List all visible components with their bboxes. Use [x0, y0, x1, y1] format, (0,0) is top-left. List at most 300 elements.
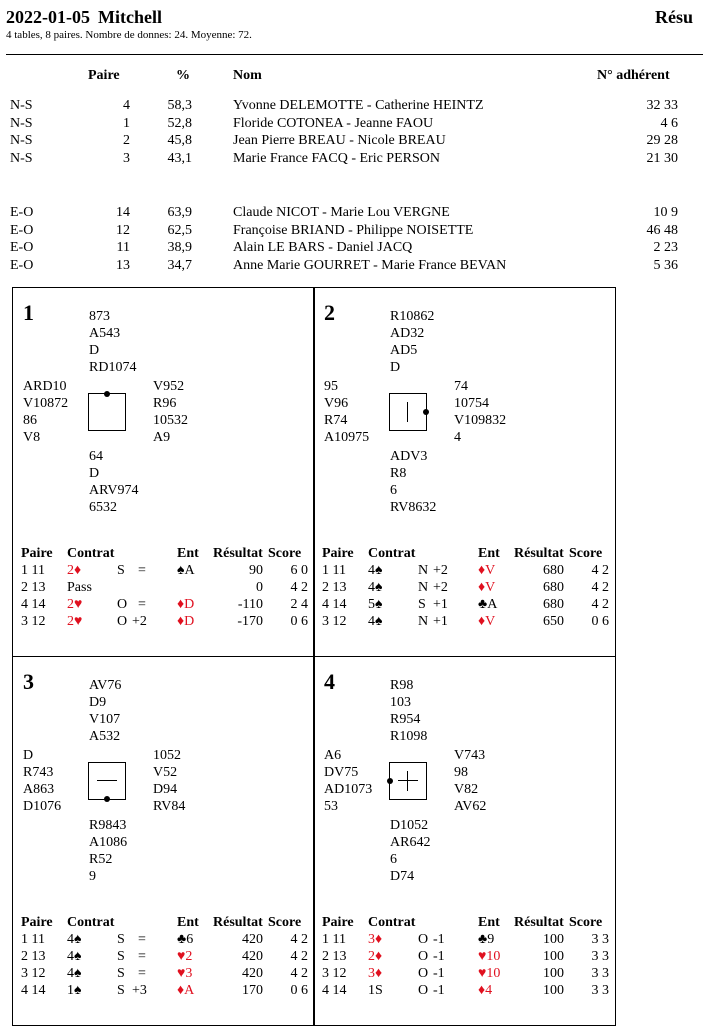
suit-holding: AV62 — [454, 799, 487, 814]
score: 4 2 — [290, 932, 308, 947]
col-header-pair: Paire — [88, 68, 120, 83]
ranking-row — [0, 151, 703, 168]
result-value: 100 — [543, 966, 564, 981]
hand-east — [153, 378, 188, 446]
direction: N-S — [10, 133, 33, 148]
pairs: 4 14 — [21, 597, 46, 612]
ranking-row — [0, 240, 703, 257]
suit-holding: V52 — [153, 765, 178, 780]
header-contract: Contrat — [368, 546, 416, 561]
score: 4 2 — [290, 949, 308, 964]
hand-west — [23, 747, 61, 815]
declarer: O — [418, 932, 429, 947]
header-lead: Ent — [478, 546, 500, 561]
suit-holding: 6 — [390, 852, 397, 867]
opening-lead: ♥10 — [478, 966, 501, 981]
contract: 4♠ — [368, 614, 383, 629]
pairs: 3 12 — [322, 966, 347, 981]
opening-lead: ♣6 — [177, 932, 194, 947]
opening-lead: ♣A — [478, 597, 498, 612]
contract: 1♠ — [67, 983, 82, 998]
suit-holding: D — [23, 748, 34, 763]
result-value: -170 — [237, 614, 263, 629]
board-number: 3 — [23, 669, 34, 694]
ranking-row — [0, 223, 703, 240]
dealer-compass — [88, 762, 126, 800]
tricks: = — [138, 966, 146, 981]
contract: 1S — [368, 983, 383, 998]
result-value: 680 — [543, 580, 564, 595]
opening-lead: ♥10 — [478, 949, 501, 964]
result-row — [314, 983, 617, 1000]
event-summary: 4 tables, 8 paires. Nombre de donnes: 24. Moyenne: 72. — [6, 29, 252, 41]
suit-holding: AD1073 — [324, 782, 373, 797]
declarer: S — [117, 983, 125, 998]
suit-holding: 95 — [324, 379, 338, 394]
pairs: 1 11 — [322, 563, 346, 578]
board-number: 4 — [324, 669, 335, 694]
vulnerability-line — [407, 402, 408, 422]
board-4 — [313, 656, 616, 1026]
hand-north — [89, 308, 136, 376]
opening-lead: ♥2 — [177, 949, 193, 964]
result-value: 650 — [543, 614, 564, 629]
suit-holding: 10532 — [153, 413, 188, 428]
suit-holding: A6 — [324, 748, 342, 763]
direction: E-O — [10, 257, 34, 273]
suit-holding: 86 — [23, 413, 37, 428]
pair-number: 1 — [123, 115, 130, 131]
declarer: N — [418, 580, 429, 595]
header-lead: Ent — [177, 546, 199, 561]
contract: 4♠ — [368, 580, 383, 595]
pair-number: 11 — [116, 240, 130, 255]
tricks: -1 — [433, 983, 445, 998]
result-row — [314, 580, 617, 597]
col-header-pct: % — [176, 68, 190, 83]
result-value: -110 — [237, 597, 263, 612]
direction: N-S — [10, 115, 33, 131]
contract: 4♠ — [368, 563, 383, 578]
tricks: -1 — [433, 949, 445, 964]
pairs: 1 11 — [322, 932, 346, 947]
declarer: O — [117, 614, 128, 629]
member-numbers: 46 48 — [646, 222, 678, 238]
direction: N-S — [10, 150, 33, 166]
tricks: = — [138, 932, 146, 947]
vulnerability-line — [97, 780, 117, 781]
suit-holding: V10872 — [23, 396, 69, 411]
hand-south — [89, 448, 138, 516]
suit-holding: A9 — [153, 430, 171, 445]
results-header — [314, 915, 617, 932]
direction: N-S — [10, 98, 33, 113]
result-row — [13, 983, 316, 1000]
suit-holding: D9 — [89, 695, 107, 710]
suit-holding: 6 — [390, 483, 397, 498]
dealer-dot — [104, 796, 110, 802]
header-score: Score — [268, 546, 302, 561]
header-result: Résultat — [514, 546, 564, 561]
opening-lead: ♦V — [478, 614, 496, 629]
percentage: 58,3 — [167, 98, 192, 113]
result-row — [314, 932, 617, 949]
header-pair: Paire — [21, 546, 53, 561]
tricks: +2 — [433, 580, 448, 595]
tricks: = — [138, 563, 146, 578]
header-lead: Ent — [478, 915, 500, 930]
header-lead: Ent — [177, 915, 199, 930]
score: 4 2 — [591, 580, 609, 595]
suit-holding: R9843 — [89, 818, 127, 833]
result-value: 420 — [242, 932, 263, 947]
suit-holding: A543 — [89, 326, 121, 341]
pair-number: 4 — [123, 98, 130, 113]
suit-holding: R10862 — [390, 309, 435, 324]
member-numbers: 2 23 — [653, 240, 678, 255]
suit-holding: AD32 — [390, 326, 425, 341]
suit-holding: V109832 — [454, 413, 507, 428]
suit-holding: 6532 — [89, 500, 117, 515]
suit-holding: RV8632 — [390, 500, 437, 515]
score: 4 2 — [290, 580, 308, 595]
suit-holding: ARD10 — [23, 379, 67, 394]
dealer-compass — [389, 393, 427, 431]
result-value: 0 — [256, 580, 263, 595]
event-name: Mitchell — [98, 7, 162, 27]
player-names: Françoise BRIAND - Philippe NOISETTE — [233, 222, 474, 238]
pairs: 2 13 — [21, 949, 46, 964]
suit-holding: D1052 — [390, 818, 429, 833]
result-row — [13, 966, 316, 983]
result-value: 100 — [543, 983, 564, 998]
declarer: O — [418, 966, 429, 981]
pair-number: 14 — [116, 205, 130, 220]
direction: E-O — [10, 222, 34, 238]
suit-holding: 53 — [324, 799, 338, 814]
pairs: 4 14 — [21, 983, 46, 998]
suit-holding: 9 — [89, 869, 96, 884]
suit-holding: R954 — [390, 712, 421, 727]
suit-holding: D — [89, 466, 100, 481]
ranking-row — [0, 133, 703, 150]
contract: Pass — [67, 580, 92, 595]
hand-east — [454, 378, 506, 446]
score: 0 6 — [290, 614, 308, 629]
percentage: 63,9 — [167, 205, 192, 220]
suit-holding: V8 — [23, 430, 41, 445]
suit-holding: R743 — [23, 765, 54, 780]
tricks: +2 — [433, 563, 448, 578]
pair-number: 3 — [123, 150, 130, 166]
contract: 4♠ — [67, 932, 82, 947]
dealer-dot — [423, 409, 429, 415]
suit-holding: V107 — [89, 712, 121, 727]
suit-holding: V743 — [454, 748, 486, 763]
tricks: -1 — [433, 932, 445, 947]
contract: 3♦ — [368, 932, 383, 947]
pair-number: 12 — [116, 222, 130, 238]
vulnerability-line — [407, 771, 408, 791]
dealer-compass — [389, 762, 427, 800]
result-row — [13, 949, 316, 966]
hand-north — [89, 677, 121, 745]
declarer: S — [117, 563, 125, 578]
result-value: 100 — [543, 932, 564, 947]
score: 0 6 — [591, 614, 609, 629]
score: 3 3 — [591, 932, 609, 947]
result-row — [13, 563, 316, 580]
hand-north — [390, 308, 434, 376]
header-pair: Paire — [21, 915, 53, 930]
result-row — [13, 597, 316, 614]
suit-holding: D94 — [153, 782, 178, 797]
contract: 2♦ — [368, 949, 383, 964]
suit-holding: ARV974 — [89, 483, 139, 498]
pairs: 4 14 — [322, 597, 347, 612]
pairs: 1 11 — [21, 932, 45, 947]
contract: 4♠ — [67, 949, 82, 964]
tricks: -1 — [433, 966, 445, 981]
suit-holding: 64 — [89, 449, 103, 464]
result-value: 100 — [543, 949, 564, 964]
pairs: 4 14 — [322, 983, 347, 998]
results-header — [13, 546, 316, 563]
pair-number: 2 — [123, 133, 130, 148]
score: 4 2 — [290, 966, 308, 981]
contract: 2♦ — [67, 563, 82, 578]
percentage: 43,1 — [167, 150, 192, 166]
dealer-dot — [104, 391, 110, 397]
percentage: 62,5 — [167, 222, 192, 238]
member-numbers: 5 36 — [653, 257, 678, 273]
opening-lead: ♦A — [177, 983, 195, 998]
suit-holding: R74 — [324, 413, 348, 428]
declarer: S — [117, 932, 125, 947]
contract: 2♥ — [67, 614, 83, 629]
results-table — [13, 546, 316, 631]
tricks: +3 — [132, 983, 147, 998]
dealer-compass — [88, 393, 126, 431]
suit-holding: R1098 — [390, 729, 428, 744]
suit-holding: A532 — [89, 729, 121, 744]
score: 3 3 — [591, 983, 609, 998]
opening-lead: ♦D — [177, 614, 195, 629]
suit-holding: 103 — [390, 695, 411, 710]
suit-holding: R8 — [390, 466, 407, 481]
player-names: Anne Marie GOURRET - Marie France BEVAN — [233, 257, 507, 273]
tricks: +1 — [433, 614, 448, 629]
declarer: S — [418, 597, 426, 612]
member-numbers: 10 9 — [653, 205, 678, 220]
hand-east — [454, 747, 486, 815]
board-number: 2 — [324, 300, 335, 325]
suit-holding: ADV3 — [390, 449, 428, 464]
suit-holding: AV76 — [89, 678, 122, 693]
pair-number: 13 — [116, 257, 130, 273]
header-pair: Paire — [322, 546, 354, 561]
header-contract: Contrat — [67, 915, 115, 930]
score: 3 3 — [591, 966, 609, 981]
suit-holding: 10754 — [454, 396, 489, 411]
suit-holding: DV75 — [324, 765, 359, 780]
header-pair: Paire — [322, 915, 354, 930]
contract: 2♥ — [67, 597, 83, 612]
declarer: S — [117, 949, 125, 964]
opening-lead: ♦4 — [478, 983, 493, 998]
score: 4 2 — [591, 563, 609, 578]
member-numbers: 29 28 — [646, 133, 678, 148]
suit-holding: D74 — [390, 869, 415, 884]
suit-holding: V952 — [153, 379, 185, 394]
results-table — [314, 546, 617, 631]
member-numbers: 21 30 — [646, 150, 678, 166]
result-row — [314, 597, 617, 614]
event-date: 2022-01-05 — [6, 7, 90, 27]
tricks: = — [138, 949, 146, 964]
declarer: O — [418, 949, 429, 964]
suit-holding: A863 — [23, 782, 55, 797]
opening-lead: ♦V — [478, 580, 496, 595]
score: 3 3 — [591, 949, 609, 964]
pairs: 3 12 — [21, 614, 46, 629]
suit-holding: A1086 — [89, 835, 128, 850]
result-value: 420 — [242, 966, 263, 981]
header-contract: Contrat — [67, 546, 115, 561]
opening-lead: ♠A — [177, 563, 195, 578]
board-2 — [313, 287, 616, 657]
percentage: 52,8 — [167, 115, 192, 131]
hand-south — [390, 817, 430, 885]
declarer: N — [418, 614, 429, 629]
declarer: S — [117, 966, 125, 981]
ranking-row — [0, 258, 703, 275]
tricks: = — [138, 597, 146, 612]
opening-lead: ♣9 — [478, 932, 495, 947]
result-value: 170 — [242, 983, 263, 998]
suit-holding: V82 — [454, 782, 479, 797]
col-header-name: Nom — [233, 68, 262, 83]
player-names: Marie France FACQ - Eric PERSON — [233, 150, 440, 166]
hand-west — [23, 378, 68, 446]
ranking-row — [0, 205, 703, 222]
score: 6 0 — [290, 563, 308, 578]
result-row — [314, 614, 617, 631]
tricks: +1 — [433, 597, 448, 612]
suit-holding: D1076 — [23, 799, 62, 814]
hand-south — [390, 448, 436, 516]
header-score: Score — [268, 915, 302, 930]
result-value: 420 — [242, 949, 263, 964]
contract: 5♠ — [368, 597, 383, 612]
page-title — [6, 7, 162, 28]
percentage: 45,8 — [167, 133, 192, 148]
header-score: Score — [569, 546, 603, 561]
result-row — [13, 614, 316, 631]
suit-holding: R52 — [89, 852, 113, 867]
results-header — [314, 546, 617, 563]
suit-holding: D — [390, 360, 401, 375]
player-names: Floride COTONEA - Jeanne FAOU — [233, 115, 434, 131]
vulnerability-line — [398, 780, 418, 781]
ranking-row — [0, 116, 703, 133]
member-numbers: 4 6 — [660, 115, 678, 131]
pairs: 2 13 — [322, 580, 347, 595]
header-result: Résultat — [213, 915, 263, 930]
opening-lead: ♥3 — [177, 966, 193, 981]
pairs: 2 13 — [21, 580, 46, 595]
suit-holding: 873 — [89, 309, 110, 324]
dealer-dot — [387, 778, 393, 784]
contract: 3♦ — [368, 966, 383, 981]
direction: E-O — [10, 240, 34, 255]
col-header-member-number: N° adhérent — [597, 68, 670, 83]
header-result: Résultat — [514, 915, 564, 930]
suit-holding: V96 — [324, 396, 349, 411]
suit-holding: 74 — [454, 379, 468, 394]
hand-west — [324, 378, 369, 446]
result-row — [314, 563, 617, 580]
results-table — [13, 915, 316, 1000]
player-names: Alain LE BARS - Daniel JACQ — [233, 240, 413, 255]
suit-holding: 4 — [454, 430, 461, 445]
score: 2 4 — [290, 597, 308, 612]
suit-holding: AR642 — [390, 835, 431, 850]
hand-south — [89, 817, 127, 885]
results-table — [314, 915, 617, 1000]
suit-holding: RD1074 — [89, 360, 137, 375]
hand-west — [324, 747, 372, 815]
hand-east — [153, 747, 185, 815]
board-1 — [12, 287, 315, 657]
result-value: 680 — [543, 563, 564, 578]
score: 0 6 — [290, 983, 308, 998]
percentage: 34,7 — [167, 257, 192, 273]
percentage: 38,9 — [167, 240, 192, 255]
suit-holding: R98 — [390, 678, 414, 693]
result-value: 680 — [543, 597, 564, 612]
result-row — [13, 932, 316, 949]
board-number: 1 — [23, 300, 34, 325]
suit-holding: RV84 — [153, 799, 186, 814]
pairs: 3 12 — [21, 966, 46, 981]
declarer: O — [117, 597, 128, 612]
suit-holding: D — [89, 343, 100, 358]
player-names: Claude NICOT - Marie Lou VERGNE — [233, 205, 450, 220]
result-row — [13, 580, 316, 597]
tricks: +2 — [132, 614, 147, 629]
hand-north — [390, 677, 427, 745]
result-row — [314, 949, 617, 966]
header-contract: Contrat — [368, 915, 416, 930]
board-3 — [12, 656, 315, 1026]
pairs: 2 13 — [322, 949, 347, 964]
player-names: Jean Pierre BREAU - Nicole BREAU — [233, 133, 446, 148]
pairs: 3 12 — [322, 614, 347, 629]
result-row — [314, 966, 617, 983]
declarer: N — [418, 563, 429, 578]
pairs: 1 11 — [21, 563, 45, 578]
suit-holding: 1052 — [153, 748, 181, 763]
member-numbers: 32 33 — [646, 98, 678, 113]
header-score: Score — [569, 915, 603, 930]
results-title: Résu — [655, 7, 694, 27]
score: 4 2 — [591, 597, 609, 612]
declarer: O — [418, 983, 429, 998]
suit-holding: 98 — [454, 765, 468, 780]
ranking-row — [0, 98, 703, 115]
direction: E-O — [10, 205, 34, 220]
